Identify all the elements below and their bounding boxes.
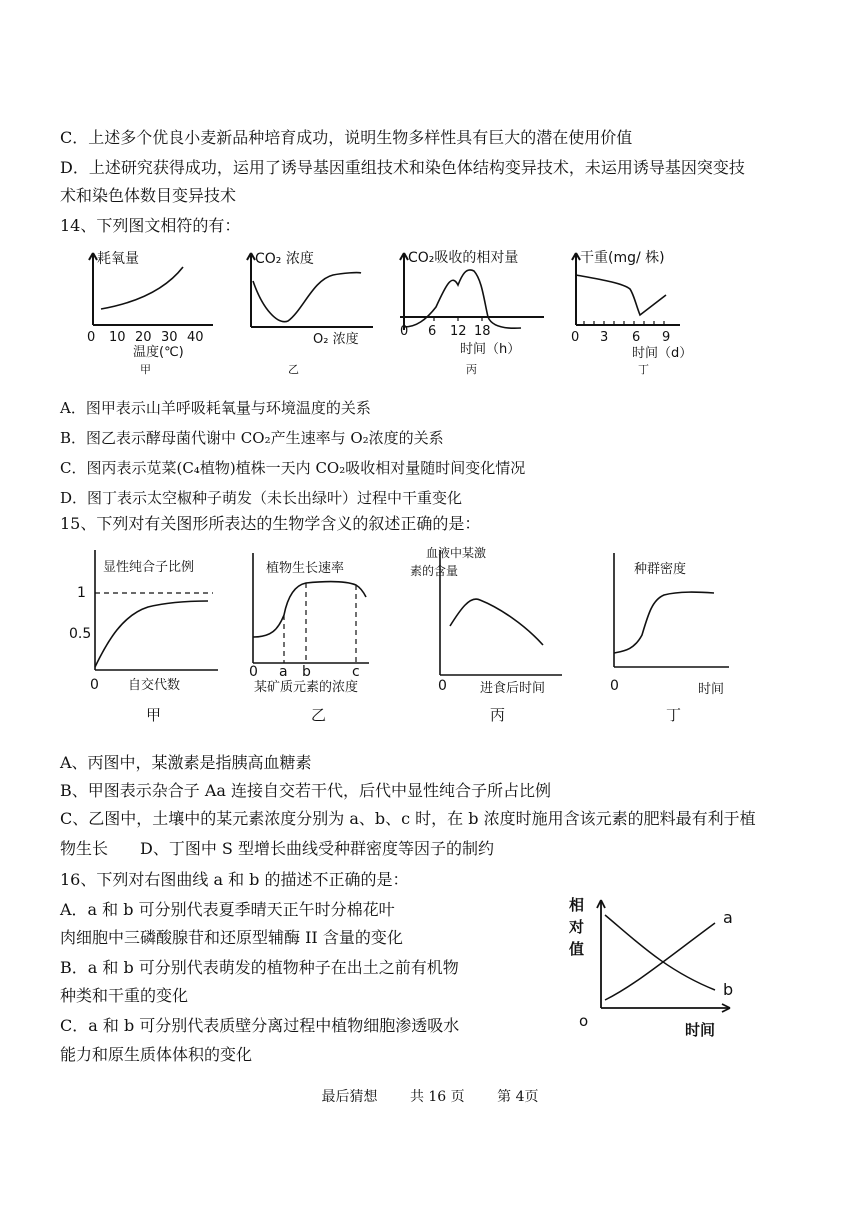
q15-option-b: B、甲图表示杂合子 Aa 连接自交若干代，后代中显性纯合子所占比例	[60, 781, 552, 800]
q15-bing-ylabel-col1	[426, 545, 486, 560]
q14-option-c: C．图丙表示苋菜(C₄植物)植株一天内 CO₂吸收相对量随时间变化情况	[60, 459, 526, 477]
q15-jia-y05: 0.5	[69, 626, 92, 642]
q15-ding-xlabel: 时间	[698, 682, 725, 697]
q15-ding-origin: 0	[610, 678, 619, 694]
q15-stem: 15、下列对有关图形所表达的生物学含义的叙述正确的是：	[60, 514, 481, 533]
q14-stem: 14、下列图文相符的有：	[60, 216, 241, 235]
q14-option-b: B．图乙表示酵母菌代谢中 CO₂产生速率与 O₂浓度的关系	[60, 429, 444, 447]
q15-figure-ding	[604, 545, 744, 730]
q14-ding-tick: 9	[662, 330, 671, 345]
q14-yi-xlabel: O₂ 浓度	[313, 332, 359, 347]
q15-figure-jia	[68, 545, 228, 730]
q15-option-c-line2: 物生长 D、丁图中 S 型增长曲线受种群密度等因子的制约	[60, 839, 494, 858]
q14-figure-jia	[85, 245, 225, 380]
q14-jia-caption: 甲	[140, 363, 151, 376]
q15-yi-tick: a	[279, 664, 288, 680]
q15-jia-caption: 甲	[146, 706, 162, 724]
q16-figure	[565, 890, 755, 1050]
q14-jia-ylabel: 耗氧量	[97, 251, 139, 267]
q14-yi-caption: 乙	[288, 363, 299, 376]
q14-figure-yi	[243, 245, 383, 380]
q14-ding-caption: 丁	[638, 363, 649, 376]
q14-figure-ding	[568, 245, 713, 380]
q14-bing-tick: 0	[400, 324, 409, 339]
q14-bing-tick: 12	[450, 324, 467, 339]
q15-bing-caption: 丙	[490, 706, 506, 724]
q15-jia-y1: 1	[77, 585, 86, 601]
q16-ylabel-char: 对	[569, 918, 585, 936]
q15-option-a: A、丙图中，某激素是指胰高血糖素	[60, 753, 312, 772]
svg-text:相 对 值	[568, 896, 589, 958]
q15-figure-bing	[400, 540, 570, 730]
q15-bing-origin: 0	[438, 678, 447, 694]
q14-jia-tick: 30	[161, 330, 178, 345]
q16-curve-b-label: b	[723, 980, 734, 999]
q15-bing-ylabel-col2	[410, 563, 458, 578]
q16-option-c-line2: 能力和原生质体体积的变化	[60, 1045, 253, 1064]
q15-ding-ylabel: 种群密度	[634, 562, 687, 577]
q15-ding-caption: 丁	[666, 706, 682, 724]
q15-yi-tick: c	[352, 664, 360, 680]
q16-xlabel: 时间	[685, 1021, 716, 1039]
q14-bing-ylabel: CO₂吸收的相对量	[408, 250, 519, 266]
q14-yi-ylabel: CO₂ 浓度	[255, 251, 314, 267]
q14-option-a: A．图甲表示山羊呼吸耗氧量与环境温度的关系	[60, 399, 371, 417]
q15-yi-tick: 0	[249, 664, 258, 680]
q14-jia-xlabel: 温度(℃)	[133, 345, 184, 360]
q16-ylabel-char: 相	[569, 896, 585, 914]
q15-yi-xlabel: 某矿质元素的浓度	[254, 680, 359, 695]
footer-title: 最后猜想	[321, 1089, 378, 1105]
q14-jia-tick: 20	[135, 330, 152, 345]
q15-jia-ylabel: 显性纯合子比例	[103, 560, 195, 575]
q14-bing-tick: 6	[428, 324, 437, 339]
q14-bing-xlabel: 时间（h）	[460, 342, 521, 357]
q15-yi-caption: 乙	[311, 706, 327, 724]
q16-option-b-line1: B．a 和 b 可分别代表萌发的植物种子在出土之前有机物	[60, 958, 459, 977]
q14-jia-tick: 0	[87, 330, 96, 345]
q15-option-c-line1: C、乙图中，土壤中的某元素浓度分别为 a、b、c 时，在 b 浓度时施用含该元素的肥料最有利于植	[60, 809, 756, 828]
q13-option-d-line2: 术和染色体数目变异技术	[60, 186, 237, 205]
page-footer	[0, 1086, 860, 1106]
q16-ylabel-char: 值	[569, 940, 585, 958]
q16-curve-a-label: a	[723, 908, 733, 927]
q15-yi-tick: b	[302, 664, 311, 680]
q14-ding-tick: 3	[600, 330, 609, 345]
q13-option-c: C．上述多个优良小麦新品种培育成功，说明生物多样性具有巨大的潜在使用价值	[60, 128, 633, 147]
q15-bing-ylabel2: 素的含量	[410, 564, 459, 578]
q16-option-c-line1: C．a 和 b 可分别代表质壁分离过程中植物细胞渗透吸水	[60, 1016, 460, 1035]
q15-bing-xlabel: 进食后时间	[480, 681, 546, 696]
q14-ding-xlabel: 时间（d）	[632, 346, 693, 361]
q16-stem: 16、下列对右图曲线 a 和 b 的描述不正确的是：	[60, 870, 409, 889]
q16-option-a-line2: 肉细胞中三磷酸腺苷和还原型辅酶 II 含量的变化	[60, 928, 403, 947]
q14-jia-tick: 10	[109, 330, 126, 345]
q16-origin: o	[579, 1012, 589, 1030]
q14-jia-tick: 40	[187, 330, 204, 345]
q15-yi-ylabel: 植物生长速率	[266, 561, 345, 576]
q16-option-b-line2: 种类和干重的变化	[60, 986, 189, 1005]
q15-figure-yi	[246, 545, 391, 730]
q14-ding-tick: 0	[571, 330, 580, 345]
q14-ding-tick: 6	[632, 330, 641, 345]
q14-bing-caption: 丙	[466, 363, 477, 376]
q14-bing-tick: 18	[474, 324, 491, 339]
q14-option-d: D．图丁表示太空椒种子萌发（未长出绿叶）过程中干重变化	[60, 489, 463, 507]
footer-total-pages: 共 16 页	[409, 1089, 465, 1105]
q13-option-d-line1: D．上述研究获得成功，运用了诱导基因重组技术和染色体结构变异技术，未运用诱导基因突变技	[60, 158, 745, 177]
q16-option-a-line1: A．a 和 b 可分别代表夏季晴天正午时分棉花叶	[60, 900, 395, 919]
q15-jia-xlabel: 自交代数	[128, 678, 181, 693]
q15-jia-origin: 0	[90, 677, 99, 693]
q15-bing-ylabel: 血液中某激	[426, 546, 487, 560]
q14-ding-ylabel: 干重(mg/ 株)	[580, 250, 665, 266]
footer-page-number: 第 4页	[497, 1089, 539, 1105]
q14-figure-bing	[396, 245, 556, 380]
